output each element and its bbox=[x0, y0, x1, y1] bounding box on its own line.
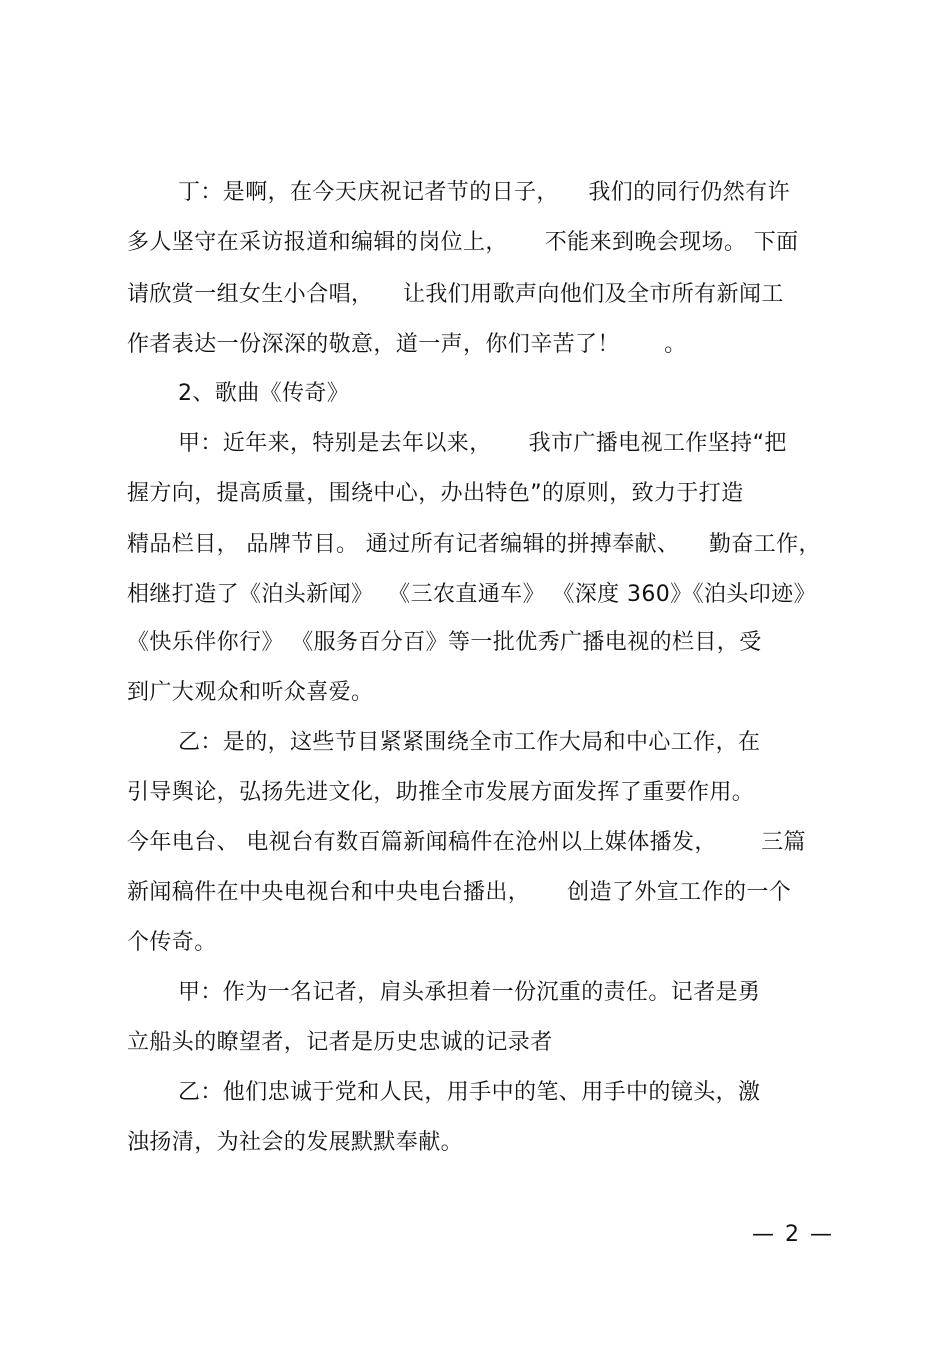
paragraph-line: 乙：他们忠诚于党和人民，用手中的笔、用手中的镜头，激 bbox=[178, 1080, 761, 1105]
paragraph-line: 作者表达一份深深的敬意，道一声，你们辛苦了！ 。 bbox=[127, 332, 687, 357]
section-heading: 2、歌曲《传奇》 bbox=[178, 381, 350, 406]
paragraph-line: 多人坚守在采访报道和编辑的岗位上， 不能来到晚会现场。 下面 bbox=[127, 230, 799, 255]
paragraph-line: 到广大观众和听众喜爱。 bbox=[127, 680, 374, 705]
paragraph-line: 相继打造了《泊头新闻》 《三农直通车》 《深度 360》《泊头印迹》 bbox=[127, 582, 816, 607]
paragraph-line: 立船头的瞭望者，记者是历史忠诚的记录者 bbox=[127, 1030, 553, 1055]
paragraph-line: 新闻稿件在中央电视台和中央电台播出， 创造了外宣工作的一个 bbox=[127, 880, 792, 905]
paragraph-line: 甲：作为一名记者，肩头承担着一份沉重的责任。记者是勇 bbox=[178, 980, 761, 1005]
paragraph-line: 精品栏目， 品牌节目。 通过所有记者编辑的拼搏奉献、 勤奋工作， bbox=[127, 532, 821, 557]
paragraph-line: 握方向，提高质量，围绕中心，办出特色”的原则，致力于打造 bbox=[127, 481, 744, 506]
paragraph-line: 甲：近年来，特别是去年以来， 我市广播电视工作坚持“把 bbox=[178, 431, 787, 456]
paragraph-line: 乙：是的，这些节目紧紧围绕全市工作大局和中心工作，在 bbox=[178, 730, 761, 755]
paragraph-line: 个传奇。 bbox=[127, 930, 217, 955]
paragraph-line: 《快乐伴你行》 《服务百分百》等一批优秀广播电视的栏目，受 bbox=[127, 630, 762, 655]
paragraph-line: 今年电台、 电视台有数百篇新闻稿件在沧州以上媒体播发， 三篇 bbox=[127, 830, 806, 855]
page-number: — 2 — bbox=[752, 1222, 834, 1247]
paragraph-line: 引导舆论，弘扬先进文化，助推全市发展方面发挥了重要作用。 bbox=[127, 780, 755, 805]
paragraph-line: 浊扬清，为社会的发展默默奉献。 bbox=[127, 1130, 464, 1155]
paragraph-line: 请欣赏一组女生小合唱， 让我们用歌声向他们及全市所有新闻工 bbox=[127, 282, 784, 307]
paragraph-line: 丁：是啊，在今天庆祝记者节的日子， 我们的同行仍然有许 bbox=[178, 180, 790, 205]
